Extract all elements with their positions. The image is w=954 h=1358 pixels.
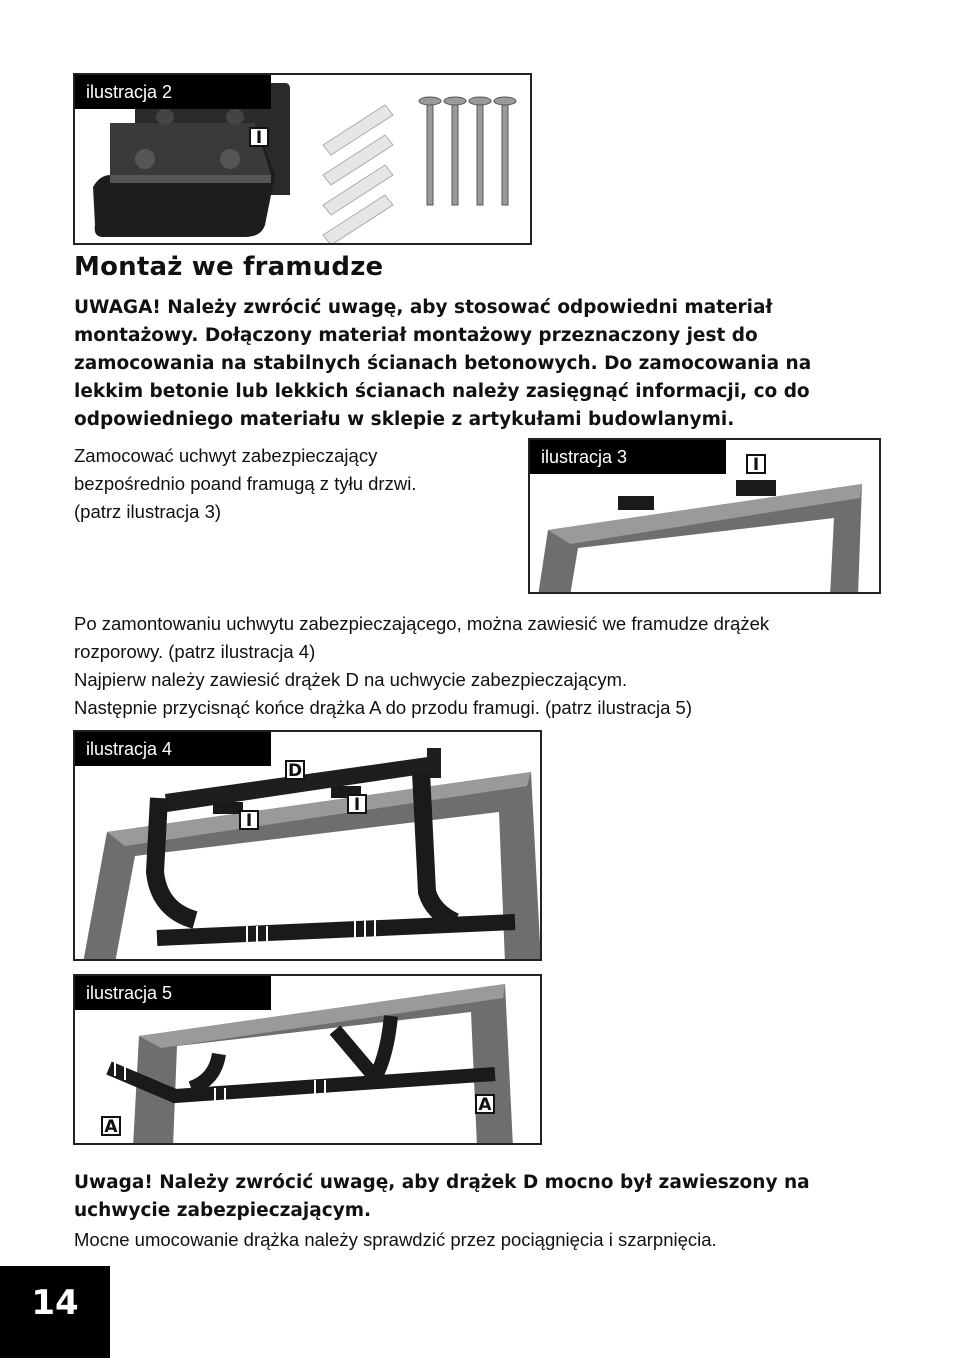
step2-line: Następnie przycisnąć końce drążka A do przodu framugi. (patrz ilustracja 5)	[74, 697, 692, 718]
figure-illustration-3	[528, 438, 881, 594]
step2-line: Najpierw należy zawiesić drążek D na uchwycie zabezpieczającym.	[74, 669, 628, 690]
warning2-text: Uwaga! Należy zwrócić uwagę, aby drążek D mocno był zawieszony na uchwycie zabezpieczającym.	[74, 1172, 810, 1221]
part-label-d: D	[285, 760, 305, 780]
step2-line: Po zamontowaniu uchwytu zabezpieczającego, można zawiesić we framudze drążek	[74, 613, 770, 634]
part-label-i: I	[239, 810, 259, 830]
part-label-a: A	[101, 1116, 121, 1136]
step1-line: (patrz ilustracja 3)	[74, 501, 222, 522]
page-number: 14	[0, 1266, 110, 1358]
figure-label: ilustracja 3	[530, 440, 726, 474]
figure-illustration-5	[73, 974, 542, 1145]
figure-label: ilustracja 2	[75, 75, 271, 109]
figure-label: ilustracja 4	[75, 732, 271, 766]
warning-text: UWAGA! Należy zwrócić uwagę, aby stosować odpowiedni materiał montażowy. Dołączony materiał montażowy przeznaczony jest do zamocowania na stabilnych ścianach betonowych. Do zamocowania na lekkim betonie lub lekkich ścianach należy zasięgnąć informacji, co do odpowiedniego materiału w sklepie z artykułami budowlanymi.	[74, 297, 812, 430]
note-text: Mocne umocowanie drążka należy sprawdzić przez pociągnięcia i szarpnięcia.	[74, 1229, 717, 1250]
step2-line: rozporowy. (patrz ilustracja 4)	[74, 641, 316, 662]
step2-text	[74, 610, 894, 722]
figure-illustration-4	[73, 730, 542, 961]
section-title: Montaż we framudze	[74, 252, 384, 282]
step1-line: bezpośrednio poand framugą z tyłu drzwi.	[74, 473, 417, 494]
step1-text	[74, 442, 504, 526]
part-label-i: I	[347, 794, 367, 814]
part-label-a: A	[475, 1094, 495, 1114]
figure-illustration-2	[73, 73, 532, 245]
pullup-bar-hanging-drawing	[75, 732, 542, 961]
step1-line: Zamocować uchwyt zabezpieczający	[74, 445, 378, 466]
part-label-i: I	[746, 454, 766, 474]
figure-label: ilustracja 5	[75, 976, 271, 1010]
part-label-i: I	[249, 127, 269, 147]
